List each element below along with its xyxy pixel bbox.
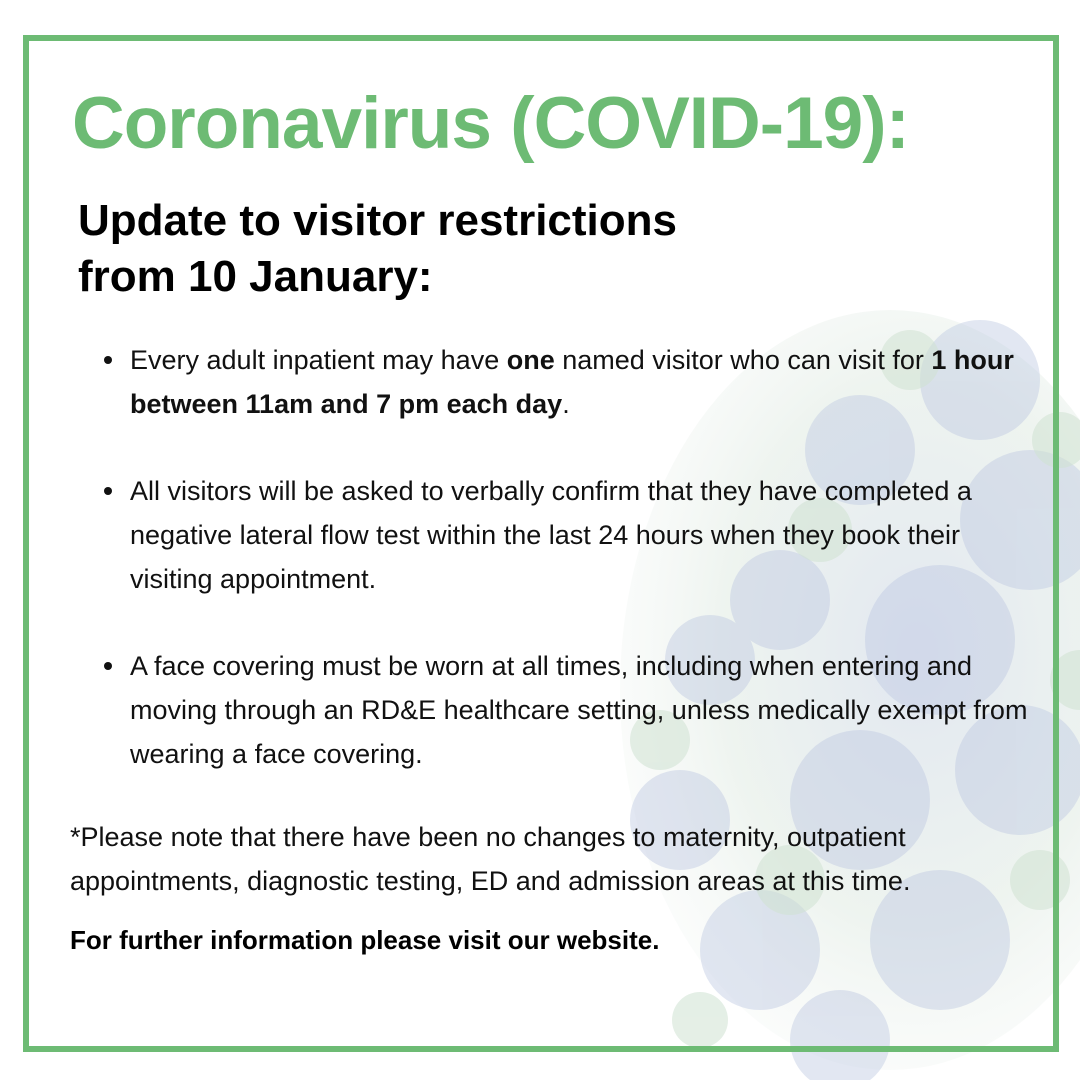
emphasis-text: one (506, 345, 555, 375)
footnote-line: *Please note that there have been no changes to maternity, outpatient (70, 822, 906, 852)
bullet-text: A face covering must be worn at all times, including when entering and moving through an RD&E healthcare setting, unless medically exempt from wearing a face covering. (130, 651, 1028, 769)
further-info-text: For further information please visit our website. (70, 925, 660, 955)
list-item (100, 338, 1030, 426)
page-title: Coronavirus (COVID-19): (72, 83, 909, 164)
subtitle-line: from 10 January: (78, 252, 433, 301)
footnote (70, 815, 1030, 903)
subtitle (78, 193, 677, 305)
footnote-line: appointments, diagnostic testing, ED and admission areas at this time. (70, 866, 911, 896)
list-item (100, 469, 1030, 601)
emphasis-text: 1 hour between 11am and 7 pm each day (130, 345, 1014, 419)
bullet-text: named visitor who can visit for (554, 345, 932, 375)
restrictions-list (100, 338, 1030, 819)
bullet-text: All visitors will be asked to verbally confirm that they have completed a negative lateral flow test within the last 24 hours when they book their visiting appointment. (130, 476, 972, 594)
bullet-text: . (562, 389, 570, 419)
list-item (100, 644, 1030, 776)
subtitle-line: Update to visitor restrictions (78, 196, 678, 245)
bullet-text: Every adult inpatient may have (130, 345, 507, 375)
